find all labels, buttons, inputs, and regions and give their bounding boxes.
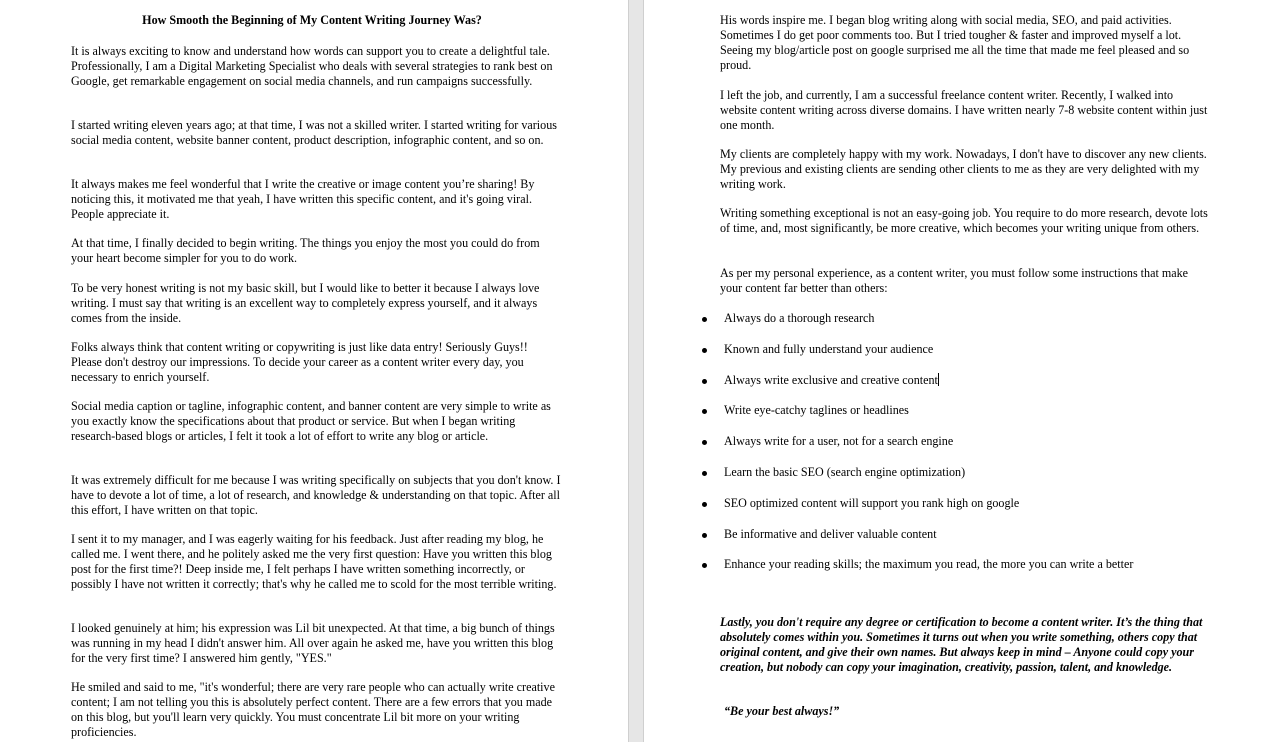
paragraph: His words inspire me. I began blog writing along with social media, SEO, and paid activities. Sometimes I do get poor comments too. But I tried tougher & faster and improved myself a lot. Seeing my blog/article post on google surprised me all the time that made me feel pleased and so proud. bbox=[720, 13, 1190, 72]
paragraph: At that time, I finally decided to begin writing. The things you enjoy the most you could do from your heart become simpler for you to do work. bbox=[71, 236, 540, 265]
paragraph: I left the job, and currently, I am a successful freelance content writer. Recently, I walked into website content writing across diverse domains. I have written nearly 7-8 website content within just one month. bbox=[720, 88, 1208, 132]
list-item-text: Always write exclusive and creative content bbox=[724, 372, 938, 387]
paragraph: As per my personal experience, as a content writer, you must follow some instructions that make your content far better than others: bbox=[720, 266, 1189, 295]
closing-quote: “Be your best always!” bbox=[724, 704, 840, 718]
list-item bbox=[699, 557, 1219, 588]
paragraph: I looked genuinely at him; his expression was Lil bit unexpected. At that time, a big bunch of things was running in my head I didn't answer him. All over again he asked me, have you written this blog for the very first time? I answered him gently, "YES." bbox=[71, 621, 555, 665]
paragraph: I sent it to my manager, and I was eagerly waiting for his feedback. Just after reading my blog, he called me. I went there, and he politely asked me the very first question: Have you written this blog post for the first time?! Deep inside me, I felt perhaps I have written something incorrectly, or possibly I have not written it correctly; that's why he called me to scold for the most terrible writing. bbox=[71, 532, 557, 591]
paragraph: Social media caption or tagline, infographic content, and banner content are very simple to write as you exactly know the specifications about that product or service. But when I began writing research-based blogs or articles, I felt it took a lot of effort to write any blog or article. bbox=[71, 399, 551, 443]
list-item bbox=[699, 434, 1219, 465]
list-item bbox=[699, 465, 1219, 496]
list-item bbox=[699, 373, 1219, 404]
bullet-icon bbox=[702, 440, 707, 445]
document-title: How Smooth the Beginning of My Content Writing Journey Was? bbox=[142, 13, 482, 27]
document-page-left[interactable] bbox=[0, 0, 628, 742]
list-item bbox=[699, 342, 1219, 373]
bullet-icon bbox=[702, 533, 707, 538]
list-item bbox=[699, 403, 1219, 434]
list-item bbox=[699, 496, 1219, 527]
paragraph: It always makes me feel wonderful that I write the creative or image content you’re sharing! By noticing this, it motivated me that yeah, I have written this specific content, and it's going viral. People appreciate it. bbox=[71, 177, 535, 221]
bullet-icon bbox=[702, 409, 707, 414]
paragraph: Writing something exceptional is not an easy-going job. You require to do more research, devote lots of time, and, most significantly, be more creative, which becomes your writing unique from others. bbox=[720, 206, 1208, 235]
list-item-text: Be informative and deliver valuable content bbox=[724, 526, 937, 541]
paragraph: My clients are completely happy with my work. Nowadays, I don't have to discover any new clients. My previous and existing clients are sending other clients to me as they are very delighted with my writing work. bbox=[720, 147, 1207, 191]
list-item-text: Known and fully understand your audience bbox=[724, 341, 934, 356]
bullet-icon bbox=[702, 317, 707, 322]
bullet-icon bbox=[702, 379, 707, 384]
paragraph: To be very honest writing is not my basic skill, but I would like to better it because I always love writing. I must say that writing is an excellent way to completely express yourself, and it always comes from the inside. bbox=[71, 281, 540, 325]
bullet-icon bbox=[702, 502, 707, 507]
bullet-icon bbox=[702, 471, 707, 476]
bullet-icon bbox=[702, 563, 707, 568]
paragraph: I started writing eleven years ago; at that time, I was not a skilled writer. I started writing for various social media content, website banner content, product description, infographic content, and so on. bbox=[71, 118, 557, 147]
paragraph: It is always exciting to know and understand how words can support you to create a delightful tale. Professionally, I am a Digital Marketing Specialist who deals with several strategies to rank best on Google, get remarkable engagement on social media channels, and run campaigns successfully. bbox=[71, 44, 553, 88]
document-page-right[interactable] bbox=[644, 0, 1271, 742]
text-cursor bbox=[938, 373, 939, 386]
list-item-text: SEO optimized content will support you rank high on google bbox=[724, 495, 1020, 510]
tips-bullet-list bbox=[699, 311, 1219, 588]
list-item-text: Write eye-catchy taglines or headlines bbox=[724, 403, 909, 418]
closing-paragraph: Lastly, you don't require any degree or certification to become a content writer. It’s the thing that absolutely comes within you. Sometimes it turns out when you write something, others copy that original content, and give their own names. But always keep in mind – Anyone could copy your creation, but nobody can copy your imagination, creativity, passion, talent, and knowledge. bbox=[720, 615, 1203, 674]
list-item bbox=[699, 527, 1219, 558]
paragraph: He smiled and said to me, "it's wonderful; there are very rare people who can actually write creative content; I am not telling you this is absolutely perfect content. There are a few errors that you made on this blog, but you'll learn very quickly. You must concentrate Lil bit more on your writing proficiencies. bbox=[71, 680, 555, 739]
list-item bbox=[699, 311, 1219, 342]
page-gutter bbox=[628, 0, 644, 742]
paragraph: Folks always think that content writing or copywriting is just like data entry! Seriously Guys!! Please don't destroy our impressions. To decide your career as a content writer every day, you necessary to enrich yourself. bbox=[71, 340, 528, 384]
list-item-text: Always do a thorough research bbox=[724, 311, 875, 325]
bullet-icon bbox=[702, 348, 707, 353]
paragraph: It was extremely difficult for me because I was writing specifically on subjects that you don't know. I have to devote a lot of time, a lot of research, and knowledge & understanding on that topic. After all this effort, I have written on that topic. bbox=[71, 473, 561, 517]
list-item-text: Learn the basic SEO (search engine optimization) bbox=[724, 464, 966, 479]
list-item-text: Enhance your reading skills; the maximum you read, the more you can write a better bbox=[724, 557, 1134, 572]
list-item-text: Always write for a user, not for a search engine bbox=[724, 434, 954, 449]
